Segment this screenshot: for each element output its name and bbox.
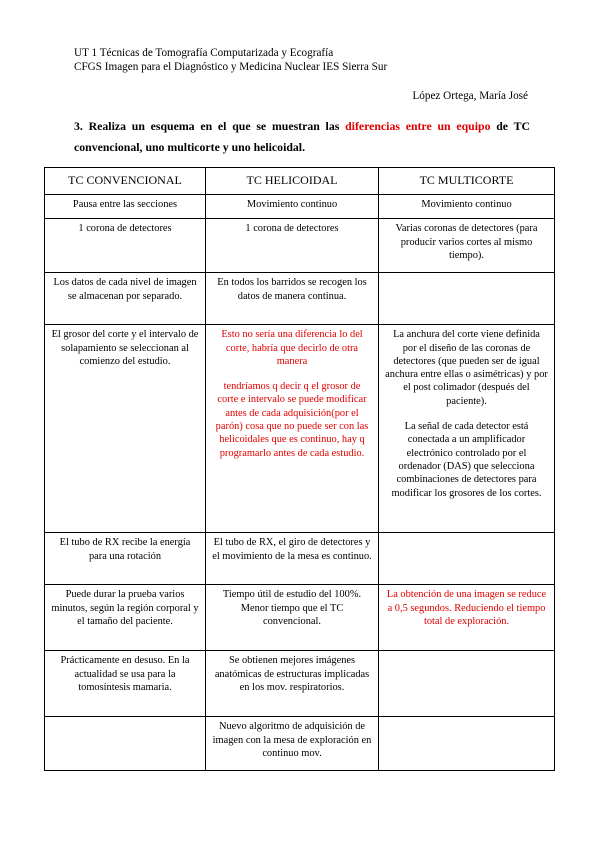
table-row [45, 585, 555, 651]
table-cell: Puede durar la prueba varios minutos, según la región corporal y el tamaño del paciente. [45, 585, 206, 651]
table-row [45, 717, 555, 771]
table-cell: Prácticamente en desuso. En la actualidad se usa para la tomosíntesis mamaria. [45, 651, 206, 717]
table-cell: Los datos de cada nivel de imagen se almacenan por separado. [45, 273, 206, 325]
paragraph-gap [212, 368, 372, 380]
table-row [45, 273, 555, 325]
question-number: 3. [74, 119, 83, 133]
table-cell [379, 273, 555, 325]
table-row [45, 219, 555, 273]
table-cell: El tubo de RX recibe la energía para una rotación [45, 533, 206, 585]
table-cell [379, 533, 555, 585]
cell-paragraph: La anchura del corte viene definida por el diseño de las coronas de detectores (que pueden ser de igual anchura entre ellas o asimétricas) y por el post colimador (después del paciente). [385, 329, 548, 407]
table-cell: Nuevo algoritmo de adquisición de imagen con la mesa de exploración en continuo mov. [206, 717, 379, 771]
comment-explanation: tendríamos q decir q el grosor de corte e intervalo se puede modificar antes de cada adquisición(por el parón) cosa que no puede ser con las helicoidales que es continuo, hay q programarlo antes de cada estudio. [215, 381, 369, 459]
document-header-program: CFGS Imagen para el Diagnóstico y Medicina Nuclear IES Sierra Sur [74, 61, 388, 73]
table-row [45, 195, 555, 219]
table-row [45, 533, 555, 585]
table-row [45, 325, 555, 533]
table-cell: En todos los barridos se recogen los datos de manera continua. [206, 273, 379, 325]
table-cell [379, 651, 555, 717]
table-header-row [45, 168, 555, 195]
document-header-course: UT 1 Técnicas de Tomografía Computarizada y Ecografía [74, 47, 334, 59]
table-cell: El tubo de RX, el giro de detectores y el movimiento de la mesa es continuo. [206, 533, 379, 585]
table-cell-highlight: La obtención de una imagen se reduce a 0,5 segundos. Reduciendo el tiempo total de exploración. [379, 585, 555, 651]
table-cell: Tiempo útil de estudio del 100%. Menor tiempo que el TC convencional. [206, 585, 379, 651]
question-text [74, 116, 530, 158]
paragraph-gap [385, 408, 548, 420]
question-text-before: Realiza un esquema en el que se muestran las [88, 119, 340, 133]
table-cell: 1 corona de detectores [45, 219, 206, 273]
table-cell: 1 corona de detectores [206, 219, 379, 273]
table-cell [45, 717, 206, 771]
header-tc-multicorte: TC MULTICORTE [379, 168, 555, 195]
author-name: López Ortega, María José [412, 90, 528, 102]
cell-paragraph: La señal de cada detector está conectada a un amplificador electrónico controlado por el ordenador (DAS) que selecciona combinaciones de detectores para modificar los grosores de los cortes. [391, 421, 542, 499]
header-tc-helicoidal: TC HELICOIDAL [206, 168, 379, 195]
table-cell: El grosor del corte y el intervalo de solapamiento se seleccionan al comienzo del estudio. [45, 325, 206, 533]
table-cell-comment [206, 325, 379, 533]
question-highlight: diferencias entre un equipo [345, 119, 491, 133]
table-cell: Varias coronas de detectores (para producir varios cortes al mismo tiempo). [379, 219, 555, 273]
comparison-table [44, 167, 555, 771]
table-row [45, 651, 555, 717]
table-cell [379, 717, 555, 771]
question-text-after: de TC convencional, uno multicorte y uno helicoidal. [74, 119, 530, 154]
table-cell [379, 325, 555, 533]
table-cell: Pausa entre las secciones [45, 195, 206, 219]
table-cell: Se obtienen mejores imágenes anatómicas de estructuras implicadas en los mov. respiratorios. [206, 651, 379, 717]
header-tc-convencional: TC CONVENCIONAL [45, 168, 206, 195]
comment-note: Esto no sería una diferencia lo del corte, habría que decirlo de otra manera [221, 329, 363, 367]
table-cell: Movimiento continuo [379, 195, 555, 219]
table-cell: Movimiento continuo [206, 195, 379, 219]
